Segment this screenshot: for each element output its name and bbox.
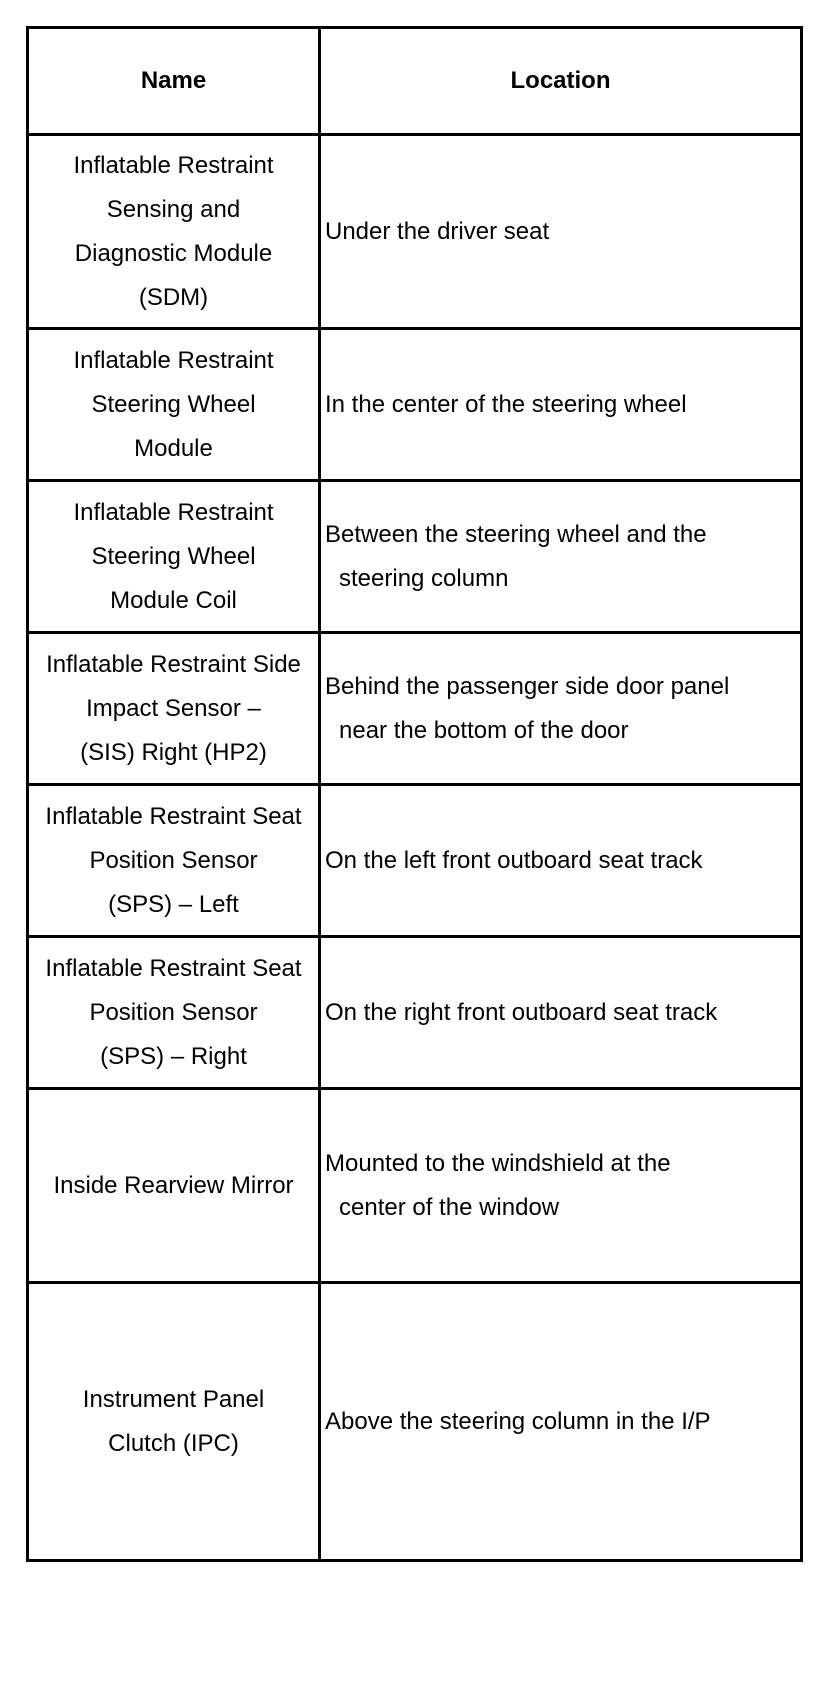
row-location-cell: [320, 481, 802, 633]
row-location-cell: [320, 1089, 802, 1283]
row-location: [325, 839, 800, 883]
row-location: [325, 665, 800, 753]
table-row: [28, 481, 802, 633]
row-location-cell: [320, 937, 802, 1089]
row-name-cell: [28, 1089, 320, 1283]
row-location: [325, 1142, 800, 1230]
row-location-cell: [320, 329, 802, 481]
row-name-cell: [28, 481, 320, 633]
row-location-cell: [320, 135, 802, 329]
row-location-line1: Between the steering wheel and the: [325, 520, 707, 548]
component-location-table: [26, 26, 803, 1562]
row-name: Inflatable Restraint Sensing and Diagnostic Module (SDM): [73, 151, 274, 311]
row-location-line2: steering column: [339, 564, 509, 592]
row-location-line1: Under the driver seat: [325, 217, 550, 245]
row-location-line1: On the left front outboard seat track: [325, 846, 703, 874]
table-row: [28, 937, 802, 1089]
table-row: [28, 329, 802, 481]
row-location-line2: center of the window: [339, 1193, 560, 1221]
row-location-line1: On the right front outboard seat track: [325, 998, 718, 1026]
row-name: Inflatable Restraint Steering Wheel Module Coil: [73, 498, 274, 614]
row-name: Inflatable Restraint Seat Position Sensor (SPS) – Left: [45, 802, 302, 918]
row-name: Inside Rearview Mirror: [53, 1171, 294, 1199]
row-location: [325, 513, 800, 601]
table-row: [28, 1089, 802, 1283]
table-row: [28, 785, 802, 937]
header-row: [28, 28, 802, 135]
row-location: [325, 210, 800, 254]
row-location-line1: Above the steering column in the I/P: [325, 1407, 711, 1435]
row-name-cell: [28, 329, 320, 481]
row-location-line1: Mounted to the windshield at the: [325, 1149, 671, 1177]
row-name: Inflatable Restraint Steering Wheel Module: [73, 346, 274, 462]
row-location-line2: near the bottom of the door: [339, 716, 629, 744]
row-location-cell: [320, 1283, 802, 1561]
row-name-cell: [28, 135, 320, 329]
table-row: [28, 135, 802, 329]
row-location-line1: Behind the passenger side door panel: [325, 672, 730, 700]
header-name: Name: [28, 28, 320, 135]
row-name-cell: [28, 785, 320, 937]
row-name: Instrument Panel Clutch (IPC): [82, 1385, 265, 1457]
row-name-cell: [28, 1283, 320, 1561]
table-row: [28, 1283, 802, 1561]
row-location-line1: In the center of the steering wheel: [325, 390, 687, 418]
table-row: [28, 633, 802, 785]
row-location: [325, 1400, 800, 1444]
row-name-cell: [28, 633, 320, 785]
row-name-cell: [28, 937, 320, 1089]
row-location-cell: [320, 785, 802, 937]
row-location-cell: [320, 633, 802, 785]
row-name: Inflatable Restraint Seat Position Sensor (SPS) – Right: [45, 954, 302, 1070]
row-location: [325, 991, 800, 1035]
row-name: Inflatable Restraint Side Impact Sensor – (SIS) Right (HP2): [46, 650, 301, 766]
row-location: [325, 383, 800, 427]
header-location: Location: [320, 28, 802, 135]
